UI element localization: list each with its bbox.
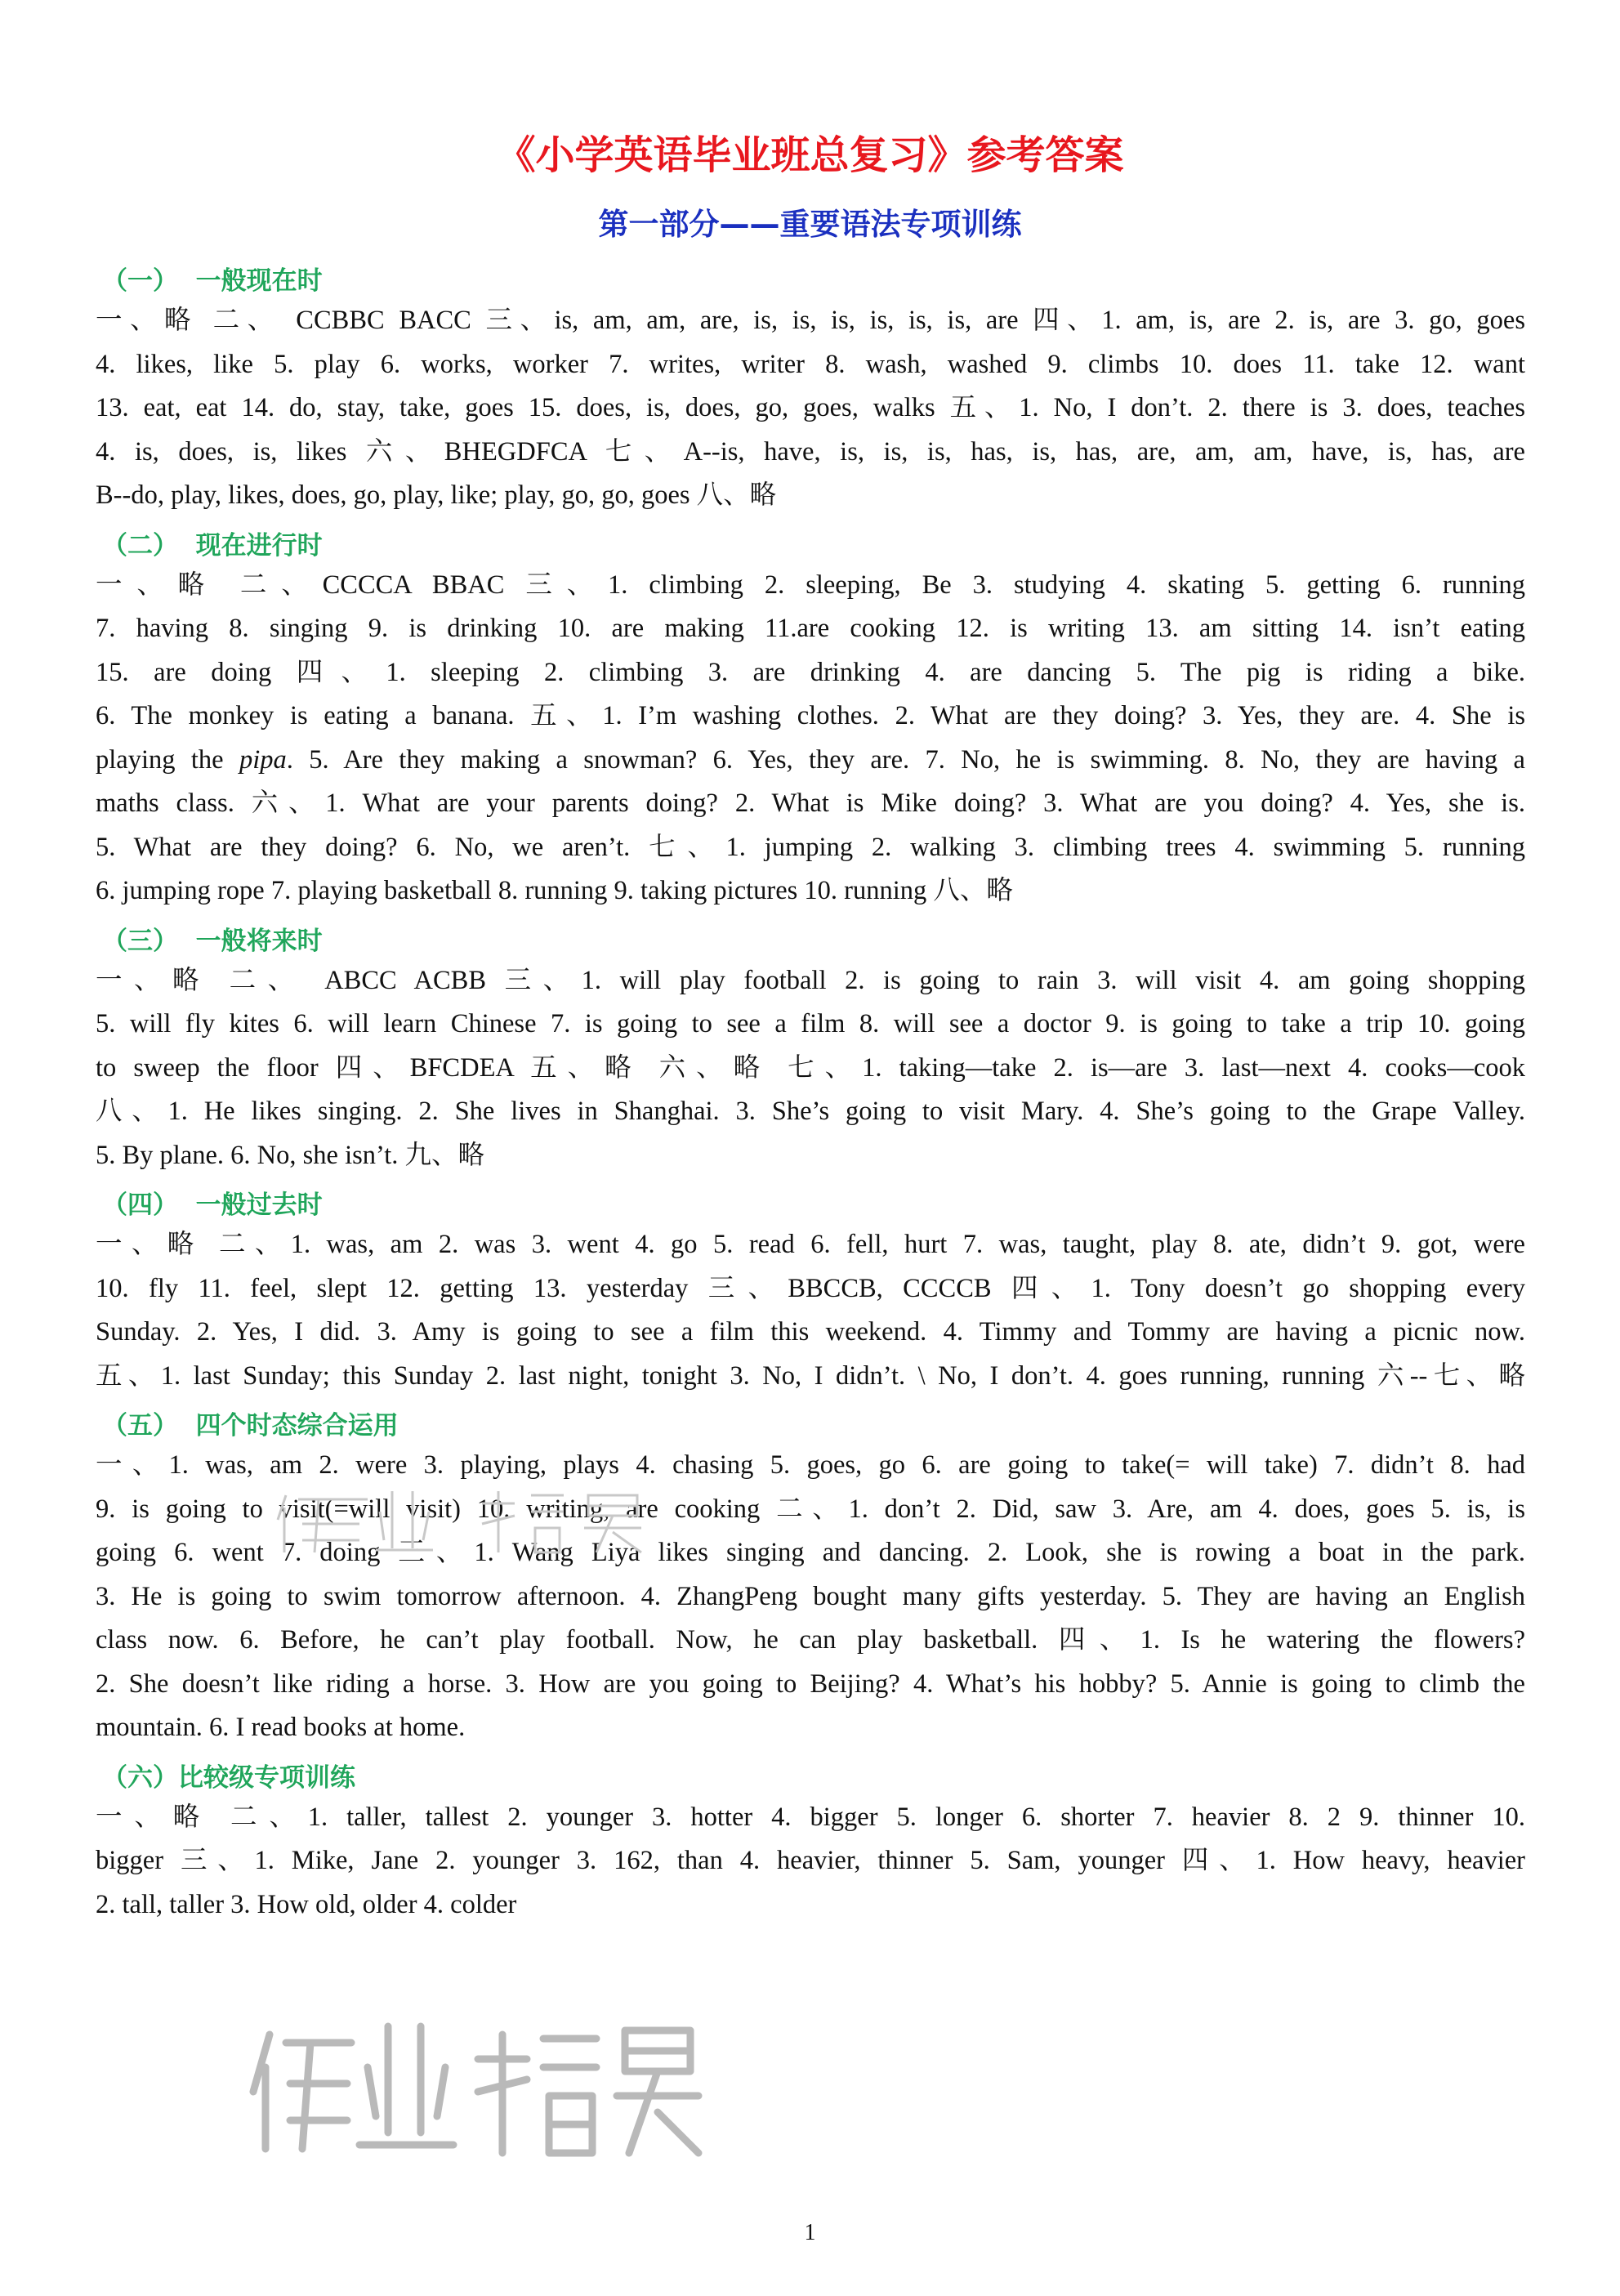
answer-line: mountain. 6. I read books at home.	[96, 1713, 466, 1742]
answer-line: 6. jumping rope 7. playing basketball 8. running 9. taking pictures 10. running 八、略	[96, 876, 1013, 905]
answer-line: 9. is going to visit(=will visit) 10. writing, are cooking 二、1. don’t 2. Did, saw 3. Are, am 4. does, goes 5. is, is	[96, 1494, 1525, 1524]
watermark-inline-icon	[270, 1483, 482, 1557]
answer-line: 一、1. was, am 2. were 3. playing, plays 4. chasing 5. goes, go 6. are going to take(= will take) 7. didn’t 8. had	[96, 1450, 1525, 1480]
answer-line: 3. He is going to swim tomorrow afternoon. 4. ZhangPeng bought many gifts yesterday. 5. They are having an English	[96, 1581, 1525, 1611]
answer-line: 五、1. last Sunday; this Sunday 2. last night, tonight 3. No, I didn’t. \ No, I don’t. 4. goes running, running 六--七、略	[96, 1360, 1525, 1391]
answer-line: Sunday. 2. Yes, I did. 3. Amy is going to see a film this weekend. 4. Timmy and Tommy are having a picnic now.	[96, 1317, 1525, 1347]
answer-body	[96, 263, 1525, 1927]
answer-line: 一、略 二、 ABCC ACBB 三、1. will play football 2. is going to rain 3. will visit 4. am going shopping	[96, 965, 1525, 995]
answer-line: 15. are doing 四、1. sleeping 2. climbing 3. are drinking 4. are dancing 5. The pig is riding a bike.	[96, 657, 1525, 687]
answer-line: 4. likes, like 5. play 6. works, worker 7. writes, writer 8. wash, washed 9. climbs 10. does 11. take 12. want	[96, 349, 1525, 379]
answer-line: 5. will fly kites 6. will learn Chinese 7. is going to see a film 8. will see a doctor 9. is going to take a trip 10. going	[96, 1009, 1525, 1039]
section-heading: （一） 一般现在时	[102, 266, 323, 296]
section-heading: （四） 一般过去时	[102, 1190, 323, 1220]
page-number: 1	[804, 2220, 816, 2245]
answer-line: 八、1. He likes singing. 2. She lives in Shanghai. 3. She’s going to visit Mary. 4. She’s going to the Grape Valley.	[96, 1097, 1525, 1126]
answer-line: 4. is, does, is, likes 六、BHEGDFCA 七、A--is, have, is, is, is, has, is, has, are, am, am, have, is, has, are	[96, 436, 1525, 467]
answer-line: going 6. went 7. doing 三、1. Wang Liya likes singing and dancing. 2. Look, she is rowing a boat in the park.	[96, 1538, 1525, 1567]
answer-line: bigger 三、1. Mike, Jane 2. younger 3. 162, than 4. heavier, thinner 5. Sam, younger 四、1. How heavy, heavier	[96, 1846, 1525, 1875]
answer-line: 一、略 二、1. taller, tallest 2. younger 3. hotter 4. bigger 5. longer 6. shorter 7. heavier 8. 2 9. thinner 10.	[96, 1802, 1525, 1832]
answer-line: 5. By plane. 6. No, she isn’t. 九、略	[96, 1140, 485, 1170]
answer-line: 6. The monkey is eating a banana. 五、1. I’m washing clothes. 2. What are they doing? 3. Yes, they are. 4. She is	[96, 701, 1525, 730]
section-heading: （六）比较级专项训练	[102, 1762, 355, 1793]
answer-line: maths class. 六、1. What are your parents doing? 2. What is Mike doing? 3. What are you doing? 4. Yes, she is.	[96, 788, 1525, 818]
section-heading: （三） 一般将来时	[102, 926, 323, 956]
part-subtitle: 第一部分——重要语法专项训练	[598, 207, 1022, 242]
answer-line: 10. fly 11. feel, slept 12. getting 13. yesterday 三、BBCCB, CCCCB 四、1. Tony doesn’t go shopping every	[96, 1273, 1525, 1303]
answer-line: class now. 6. Before, he can’t play football. Now, he can play basketball. 四、1. Is he watering the flowers?	[96, 1625, 1525, 1655]
answer-line: 7. having 8. singing 9. is drinking 10. are making 11.are cooking 12. is writing 13. am sitting 14. isn’t eating	[96, 614, 1525, 643]
answer-line: 2. She doesn’t like riding a horse. 3. How are you going to Beijing? 4. What’s his hobby? 5. Annie is going to climb the	[96, 1668, 1525, 1699]
answer-line: B--do, play, likes, does, go, play, like; play, go, go, goes 八、略	[96, 480, 777, 510]
answer-line: 一、略 二、1. was, am 2. was 3. went 4. go 5. read 6. fell, hurt 7. was, taught, play 8. ate, didn’t 9. got, were	[96, 1230, 1525, 1259]
watermark-inline-icon	[474, 1483, 654, 1557]
answer-line: 一、略 二、 CCBBC BACC 三、is, am, am, are, is, is, is, is, is, is, are 四、1. am, is, are 2. is, are 3. go, goes	[96, 306, 1525, 335]
answer-line: 13. eat, eat 14. do, stay, take, goes 15. does, is, does, go, goes, walks 五、1. No, I don’t. 2. there is 3. does, teaches	[96, 393, 1525, 422]
answer-line: playing the pipa. 5. Are they making a snowman? 6. Yes, they are. 7. No, he is swimming. 8. No, they are having a	[96, 744, 1525, 775]
answer-line: 5. What are they doing? 6. No, we aren’t. 七、1. jumping 2. walking 3. climbing trees 4. swimming 5. running	[96, 832, 1525, 862]
italic-term: pipa	[239, 744, 287, 775]
section-heading: （五） 四个时态综合运用	[102, 1411, 399, 1441]
answer-line: 一、略 二、CCCCA BBAC 三、1. climbing 2. sleeping, Be 3. studying 4. skating 5. getting 6. running	[96, 570, 1525, 600]
section-heading: （二） 现在进行时	[102, 530, 323, 561]
page-title: 《小学英语毕业班总复习》参考答案	[496, 132, 1124, 178]
answer-line: to sweep the floor 四、BFCDEA 五、略 六、略 七、1. taking—take 2. is—are 3. last—next 4. cooks—cook	[96, 1052, 1525, 1083]
answer-line: 2. tall, taller 3. How old, older 4. colder	[96, 1889, 517, 1919]
watermark-logo-icon	[245, 2002, 703, 2165]
